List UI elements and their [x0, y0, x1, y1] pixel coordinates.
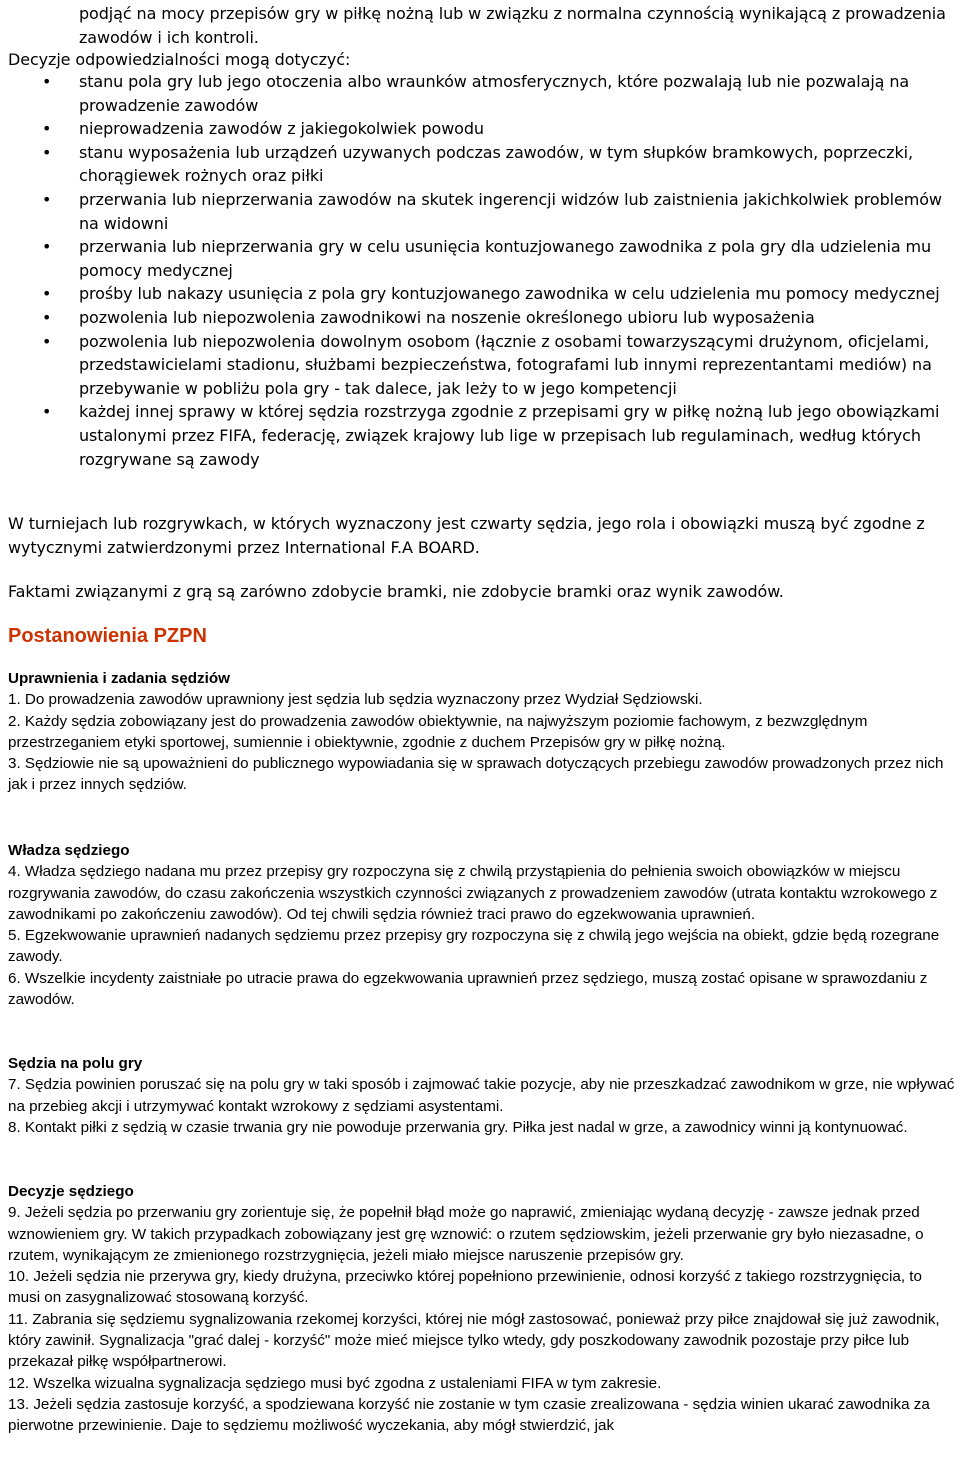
- rule-item: 10. Jeżeli sędzia nie przerywa gry, kiedy drużyna, przeciwko której popełniono przewinienie, odnosi korzyść z takiego rozstrzygnięcia, to musi on zasygnalizować stosowaną korzyść.: [8, 1268, 922, 1307]
- list-item: • stanu wyposażenia lub urządzeń uzywanych podczas zawodów, w tym słupków bramkowych, poprzeczki, chorągiewek rożnych oraz piłki: [42, 142, 913, 186]
- section-powers: [8, 668, 958, 796]
- rule-item: 12. Wszelka wizualna sygnalizacja sędziego musi być zgodna z ustaleniami FIFA w tym zakresie.: [8, 1374, 662, 1392]
- section-decisions: [8, 1181, 958, 1437]
- list-item: • nieprowadzenia zawodów z jakiegokolwiek powodu: [79, 117, 959, 141]
- bullet-icon: •: [42, 284, 52, 304]
- rule-item: 3. Sędziowie nie są upoważnieni do publicznego wypowiadania się w sprawach dotyczących przebiegu zawodów prowadzonych przez nich jak i przez innych sędziów.: [8, 755, 944, 794]
- continuation-text: podjąć na mocy przepisów gry w piłkę nożną lub w związku z normalna czynnością wynikającą z prowadzenia zawodów i ich kontroli.: [79, 4, 946, 47]
- tournament-paragraph: W turniejach lub rozgrywkach, w których wyznaczony jest czwarty sędzia, jego rola i obowiązki muszą być zgodne z wytycznymi zatwierdzonymi przez International F.A BOARD.: [8, 514, 925, 557]
- intro-text: Decyzje odpowiedzialności mogą dotyczyć:: [8, 50, 351, 69]
- decisions-list: [42, 70, 959, 471]
- bullet-icon: •: [42, 119, 52, 139]
- bullet-icon: •: [42, 307, 52, 327]
- rule-item: 4. Władza sędziego nadana mu przez przepisy gry rozpoczyna się z chwilą przystąpienia do pełnienia swoich obowiązków w miejscu rozgrywania zawodów, do czasu zakończenia wszystkich czynności związanych z prowadzeniem zawodów (utrata kontaktu wzrokowego z zawodnikami po zakończeniu zawodów). Od tej chwili sędzia również traci prawo do egzekwowania uprawnień.: [8, 863, 938, 923]
- list-item: • prośby lub nakazy usunięcia z pola gry kontuzjowanego zawodnika w celu udzielenia mu pomocy medycznej: [79, 282, 959, 306]
- section-title: Władza sędziego: [8, 842, 130, 859]
- list-item: • pozwolenia lub niepozwolenia dowolnym osobom (łącznie z osobami towarzyszącymi drużynom, oficjelami, przedstawicielami stadionu, służbami bezpieczeństwa, fotografami lub innymi reprezentantami mediów) na przebywanie w pobliżu pola gry - tak dalece, jak leży to w jego kompetencji: [42, 331, 932, 398]
- rule-item: 13. Jeżeli sędzia zastosuje korzyść, a spodziewana korzyść nie zostanie w tym czasie zrealizowana - sędzia winien ukarać zawodnika za pierwotne przewinienie. Daje to sędziemu możliwość wyczekania, aby mógł stwierdzić, jak: [8, 1395, 930, 1435]
- bullet-icon: •: [42, 142, 52, 162]
- rule-item: 1. Do prowadzenia zawodów uprawniony jest sędzia lub sędzia wyznaczony przez Wydział Sędziowski.: [8, 691, 703, 709]
- section-title: Decyzje sędziego: [8, 1183, 134, 1200]
- list-item: • pozwolenia lub niepozwolenia zawodnikowi na noszenie określonego ubioru lub wyposażenia: [79, 306, 959, 330]
- list-item: • każdej innej sprawy w której sędzia rozstrzyga zgodnie z przepisami gry w piłkę nożną lub jego obowiązkami ustalonymi przez FIFA, federację, związek krajowy lub lige w przepisach lub regulaminach, według których rozgrywane są zawody: [42, 402, 940, 469]
- list-item: • stanu pola gry lub jego otoczenia albo wraunków atmosferycznych, które pozwalają lub nie pozwalają na prowadzenie zawodów: [42, 72, 910, 115]
- list-item: • przerwania lub nieprzerwania zawodów na skutek ingerencji widzów lub zaistnienia jakichkolwiek problemów na widowni: [42, 189, 942, 233]
- bullet-icon: •: [42, 237, 52, 257]
- bullet-icon: •: [42, 402, 52, 422]
- section-title: Sędzia na polu gry: [8, 1055, 143, 1072]
- list-item: • przerwania lub nieprzerwania gry w celu usunięcia kontuzjowanego zawodnika z pola gry dla udzielenia mu pomocy medycznej: [42, 237, 932, 280]
- rule-item: 8. Kontakt piłki z sędzią w czasie trwania gry nie powoduje przerwania gry. Piłka jest nadal w grze, a zawodnicy winni ją kontynuować.: [8, 1118, 908, 1136]
- rule-item: 5. Egzekwowanie uprawnień nadanych sędziemu przez przepisy gry rozpoczyna się z chwilą jego wejścia na obiekt, gdzie będą rozegrane zawody.: [8, 927, 940, 966]
- pzpn-heading: Postanowienia PZPN: [8, 625, 207, 647]
- bullet-icon: •: [42, 331, 52, 351]
- section-on-field: [8, 1053, 958, 1138]
- facts-paragraph: Faktami związanymi z grą są zarówno zdobycie bramki, nie zdobycie bramki oraz wynik zawodów.: [8, 582, 784, 601]
- bullet-icon: •: [42, 72, 52, 91]
- rule-item: 2. Każdy sędzia zobowiązany jest do prowadzenia zawodów obiektywnie, na najwyższym poziomie fachowym, z bezwzględnym przestrzeganiem etyki sportowej, sumiennie i obiektywnie, zgodnie z duchem Przepisów gry w piłkę nożną.: [8, 712, 868, 751]
- bullet-icon: •: [42, 189, 52, 209]
- rule-item: 6. Wszelkie incydenty zaistniałe po utracie prawa do egzekwowania uprawnień przez sędziego, muszą zostać opisane w sprawozdaniu z zawodów.: [8, 969, 928, 1009]
- rule-item: 9. Jeżeli sędzia po przerwaniu gry zorientuje się, że popełnił błąd może go naprawić, zmieniając wydaną decyzję - zawsze jednak przed wznowieniem gry. W takich przypadkach zobowiązany jest grę wznowić: o rzutem sędziowskim, jeżeli przerwanie gry było niezasadne, o rzutem, wynikającym ze zmienionego rozstrzygnięcia, jeżeli miało miejsce naruszenie przepisów gry.: [8, 1204, 924, 1264]
- section-authority: [8, 840, 958, 1010]
- section-title: Uprawnienia i zadania sędziów: [8, 670, 230, 687]
- rule-item: 7. Sędzia powinien poruszać się na polu gry w taki sposób i zajmować takie pozycje, aby nie przeszkadzać zawodnikom w grze, nie wpływać na przebieg akcji i utrzymywać kontakt wzrokowy z sędziami asystentami.: [8, 1076, 955, 1115]
- rule-item: 11. Zabrania się sędziemu sygnalizowania rzekomej korzyści, której nie mógł zastosować, ponieważ przy piłce znajdował się już zawodnik, który zawinił. Sygnalizacja "grać dalej - korzyść" może mieć miejsce tylko wtedy, gdy poszkodowany zawodnik pozostaje przy piłce lub przekazał piłkę współpartnerowi.: [8, 1310, 940, 1371]
